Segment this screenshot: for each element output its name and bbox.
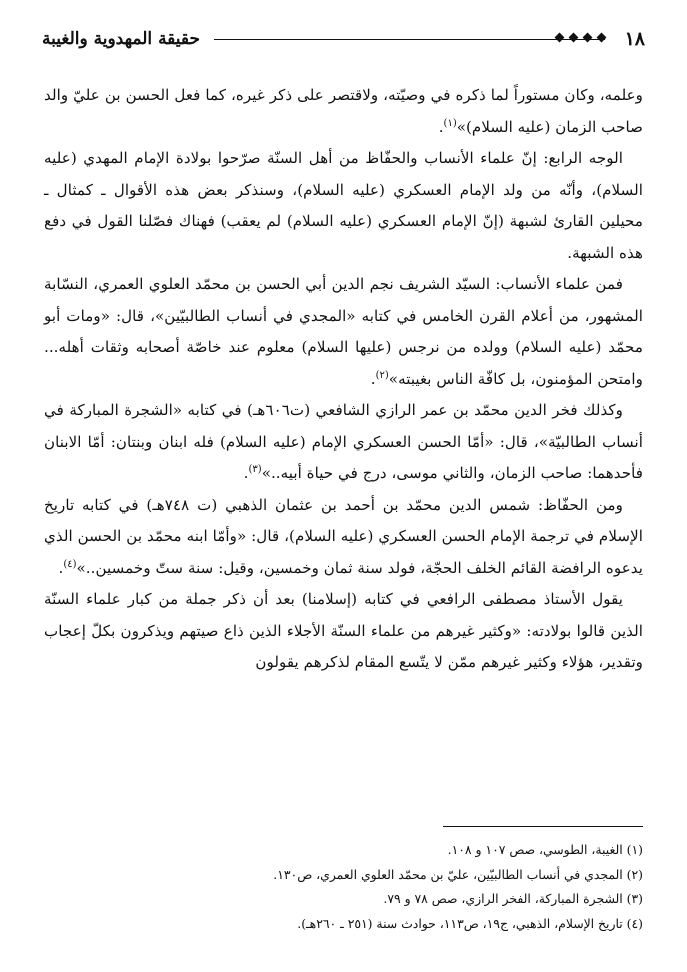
page-header xyxy=(42,26,645,52)
footnote-separator xyxy=(443,826,643,827)
diamond-dot xyxy=(582,32,592,42)
paragraph xyxy=(44,490,643,585)
footnote-ref: (١) xyxy=(443,117,457,129)
footnote-ref: (٢) xyxy=(375,369,389,381)
diamond-dot xyxy=(554,32,564,42)
paragraph-tail: . xyxy=(243,464,249,482)
header-rule xyxy=(214,39,605,40)
paragraph xyxy=(44,395,643,490)
paragraph xyxy=(44,143,643,269)
footnote-ref: (٣) xyxy=(248,463,262,475)
page-number: ١٨ xyxy=(624,28,645,50)
footnote-item: (٢) المجدي في أنساب الطالبيّين، عليّ بن محمّد العلوي العمري، ص١٣٠. xyxy=(273,866,643,882)
body-text xyxy=(44,80,643,679)
paragraph-tail: . xyxy=(58,558,64,577)
diamond-dot xyxy=(596,32,606,42)
paragraph-tail: . xyxy=(370,369,376,388)
diamond-dot xyxy=(568,32,578,42)
paragraph xyxy=(44,80,643,143)
footnote-item: (٤) تاريخ الإسلام، الذهبي، ج١٩، ص١١٣، حوادث سنة (٢٥١ ـ ٢٦٠هـ). xyxy=(297,915,643,931)
paragraph xyxy=(44,584,643,679)
paragraph-text: وكذلك فخر الدين محمّد بن عمر الرازي الشافعي (ت٦٠٦هـ) في كتابه «الشجرة المباركة في أنساب الطالبيّة»، قال: «أمّا الحسن العسكري الإمام (عليه السلام) فله ابنان وبنتان: أمّا الابنان فأحدهما: صاحب الزمان، والثاني موسى، درج في حياة أبيه..» xyxy=(44,401,643,482)
paragraph-text: فمن علماء الأنساب: السيّد الشريف نجم الدين أبي الحسن بن محمّد العلوي العمري، النسّابة المشهور، من أعلام القرن الخامس في كتابه «المجدي في أنساب الطالبيّين»، قال: «ومات أبو محمّد (عليه السلام) وولده من نرجس (عليها السلام) معلوم عند خاصّة أصحابه وثقات أهله... وامتحن المؤمنون، بل كافّة الناس بغيبته» xyxy=(44,275,643,388)
paragraph-tail: . xyxy=(438,117,444,136)
running-title: حقيقة المهدوية والغيبة xyxy=(42,29,201,49)
paragraph-text: الوجه الرابع: إنّ علماء الأنساب والحفّاظ من أهل السنّة صرّحوا بولادة الإمام المهدي (عليه السلام)، وأنّه من ولد الإمام العسكري (عليه السلام)، وسنذكر بعض هذه الأقوال ـ كمثال ـ محيلين القارئ لشبهة (إنّ الإمام العسكري (عليه السلام) لم يعقب) فهناك فصّلنا القول في دفع هذه الشبهة. xyxy=(44,149,643,262)
footnotes xyxy=(44,838,643,936)
footnote-item: (٣) الشجرة المباركة، الفخر الرازي، صص ٧٨ و ٧٩. xyxy=(383,891,643,906)
footnote-ref: (٤) xyxy=(63,558,77,570)
ornament-dots xyxy=(556,34,605,41)
footnote-item: (١) الغيبة، الطوسي، صص ١٠٧ و ١٠٨. xyxy=(447,842,643,857)
paragraph xyxy=(44,269,643,395)
paragraph-text: وعلمه، وكان مستوراً لما ذكره في وصيّته، ولاقتصر على ذكر غيره، كما فعل الحسن بن عليّ والد صاحب الزمان (عليه السلام)» xyxy=(44,86,643,136)
paragraph-text: ومن الحفّاظ: شمس الدين محمّد بن أحمد بن عثمان الذهبي (ت ٧٤٨هـ) في كتابه تاريخ الإسلام في ترجمة الإمام الحسن العسكري (عليه السلام)، قال: «وأمّا ابنه محمّد بن الحسن الذي يدعوه الرافضة القائم الخلف الحجّة، فولد سنة ثمان وخمسين، وقيل: سنة ستّ وخمسين..» xyxy=(44,495,643,577)
paragraph-text: يقول الأستاذ مصطفى الرافعي في كتابه (إسلامنا) بعد أن ذكر جملة من كبار علماء السنّة الذين قالوا بولادته: «وكثير غيرهم من علماء السنّة الأجلاء الذين ذاع صيتهم ويذكرون بكلّ إعجاب وتقدير، هؤلاء وكثير غيرهم ممّن لا يتّسع المقام لذكرهم يقولون xyxy=(44,590,643,671)
